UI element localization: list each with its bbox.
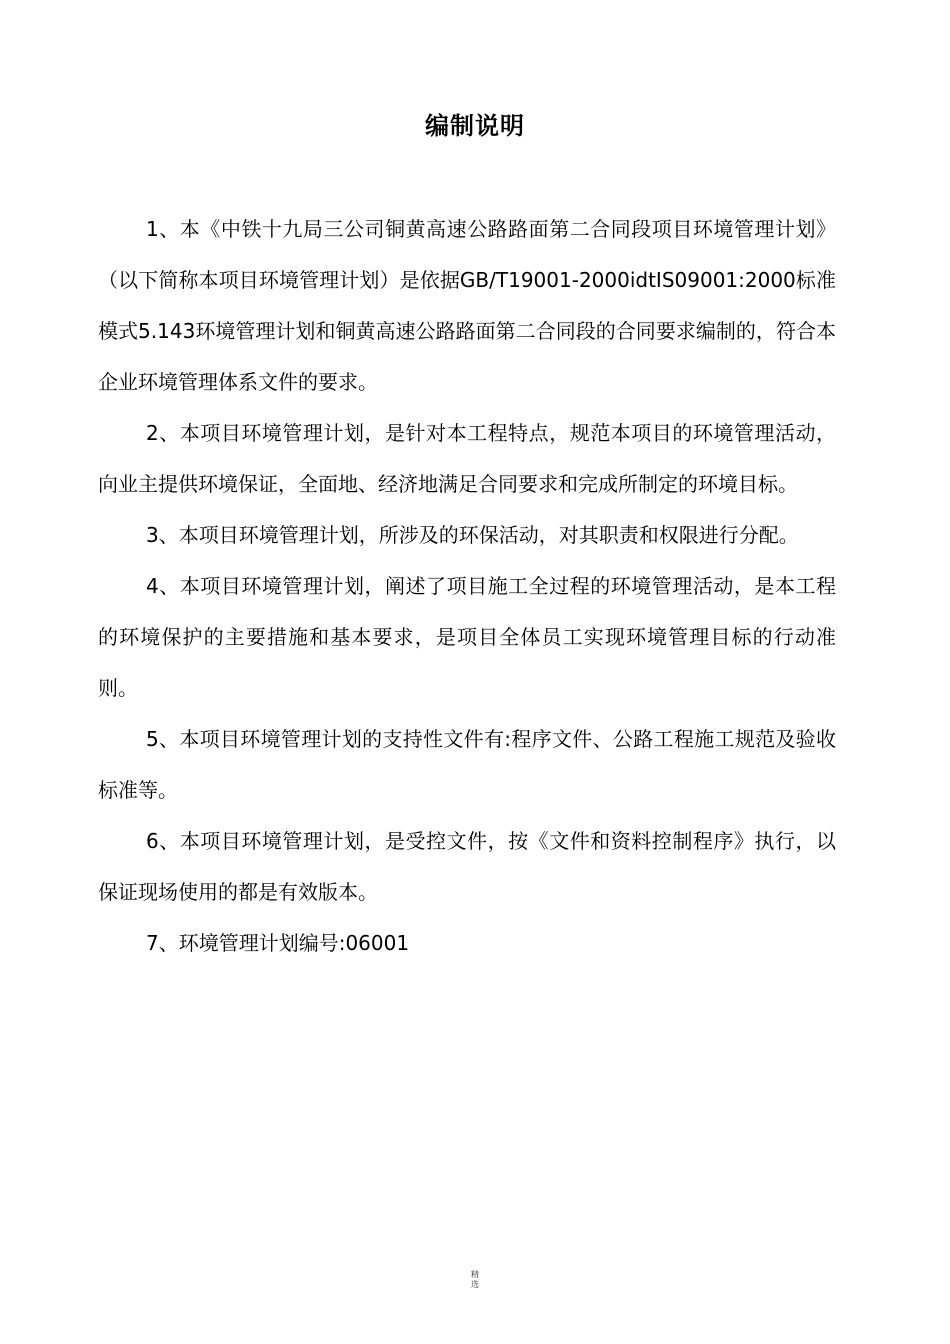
- paragraph-6: 6、本项目环境管理计划，是受控文件，按《文件和资料控制程序》执行，以保证现场使用的都是有效版本。: [98, 829, 836, 904]
- footer-line-1: 精: [471, 1270, 479, 1279]
- document-title: 编制说明: [425, 112, 525, 140]
- paragraph-7: 7、环境管理计划编号:06001: [146, 931, 410, 955]
- paragraph-1: 1、本《中铁十九局三公司铜黄高速公路路面第二合同段项目环境管理计划》（以下简称本项目环境管理计划）是依据GB/T19001-2000idtIS09001:2000标准模式5.143环境管理计划和铜黄高速公路路面第二合同段的合同要求编制的，符合本企业环境管理体系文件的要求。: [98, 217, 836, 394]
- document-body: [98, 204, 836, 969]
- page-footer: [0, 1270, 950, 1290]
- paragraph-3: 3、本项目环境管理计划，所涉及的环保活动，对其职责和权限进行分配。: [146, 523, 799, 547]
- paragraph-5: 5、本项目环境管理计划的支持性文件有:程序文件、公路工程施工规范及验收标准等。: [98, 727, 836, 802]
- paragraph-4: 4、本项目环境管理计划，阐述了项目施工全过程的环境管理活动，是本工程的环境保护的主要措施和基本要求，是项目全体员工实现环境管理目标的行动准则。: [98, 574, 836, 700]
- paragraph-2: 2、本项目环境管理计划，是针对本工程特点，规范本项目的环境管理活动，向业主提供环境保证，全面地、经济地满足合同要求和完成所制定的环境目标。: [98, 421, 836, 496]
- footer-line-2: 选: [471, 1280, 479, 1289]
